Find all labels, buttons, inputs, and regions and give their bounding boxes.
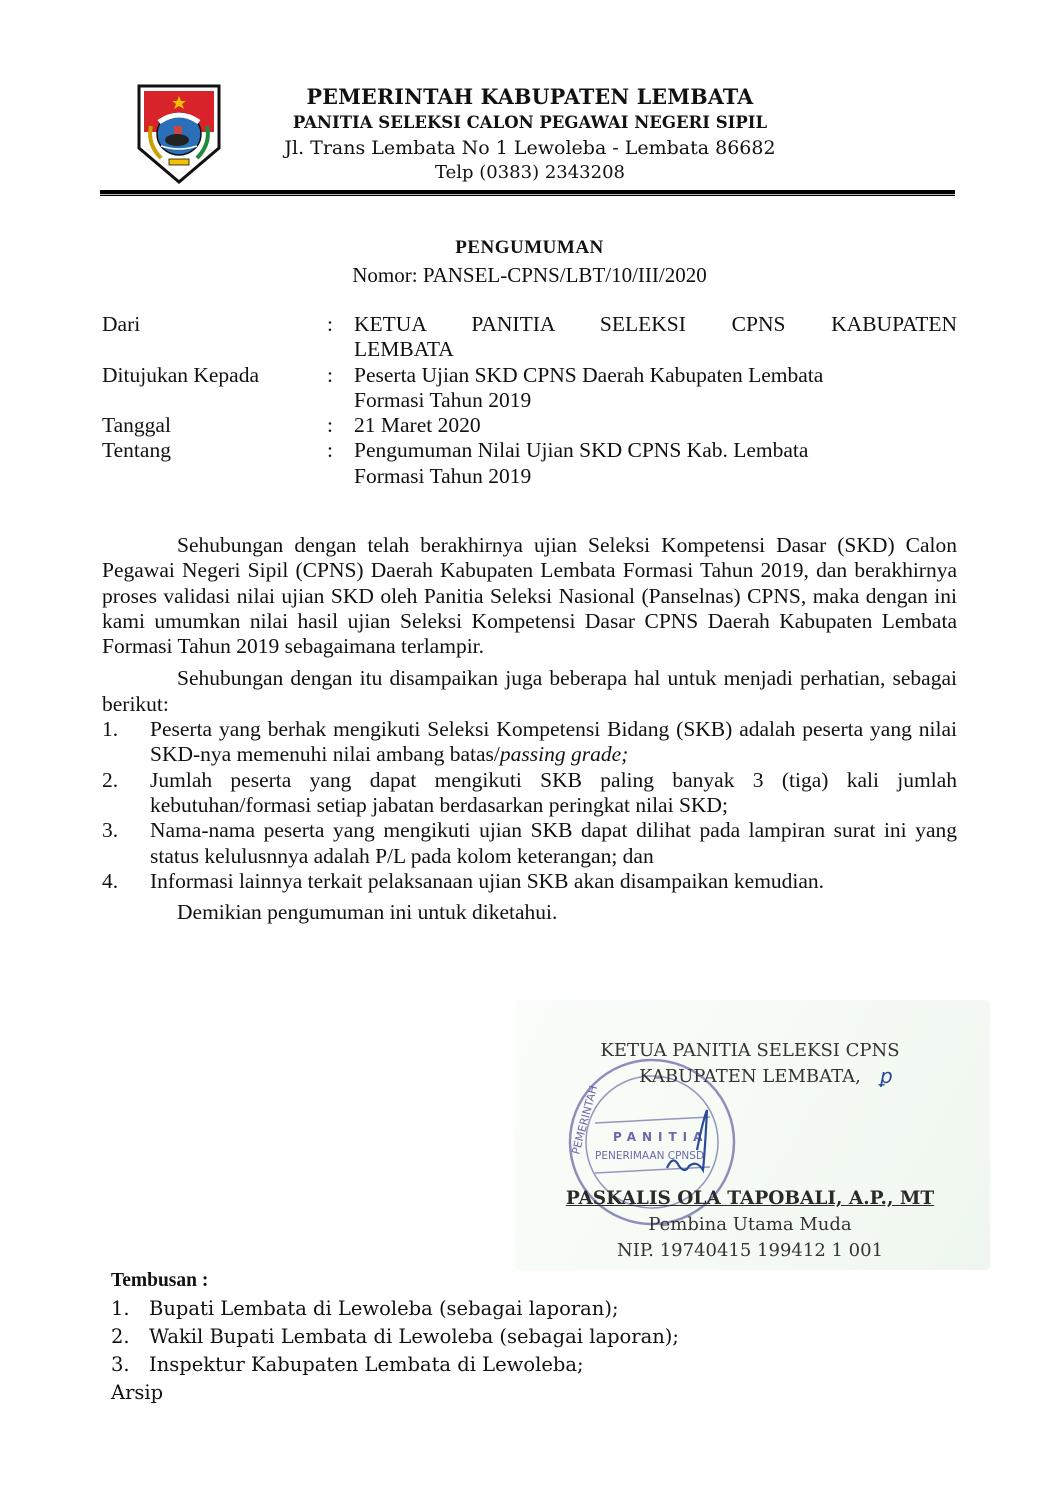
notes-list — [102, 717, 957, 894]
carbon-copy-title: Tembusan : — [111, 1270, 209, 1291]
info-value-line: Pengumuman Nilai Ujian SKD CPNS Kab. Lembata — [354, 438, 809, 463]
list-text-main: Peserta yang berhak mengikuti Seleksi Kompetensi Bidang (SKB) adalah peserta yang nilai SKD-nya memenuhi nilai ambang batas/ — [150, 717, 957, 767]
carbon-copy-list — [111, 1295, 679, 1379]
list-number: 4. — [102, 868, 119, 893]
info-value — [354, 312, 957, 363]
svg-text:PANITIA: PANITIA — [613, 1130, 709, 1144]
letterhead-committee: PANITIA SELEKSI CALON PEGAWAI NEGERI SIPIL — [292, 113, 768, 132]
list-item — [102, 717, 957, 768]
paragraph-intro: Sehubungan dengan telah berakhirnya ujian Seleksi Kompetensi Dasar (SKD) Calon Pegawai Negeri Sipil (CPNS) Daerah Kabupaten Lembata Formasi Tahun 2019, dan berakhirnya proses validasi nilai ujian SKD oleh Panitia Seleksi Nasional (Panselnas) CPNS, maka dengan ini kami umumkan nilai hasil ujian Seleksi Kompetensi Dasar CPNS Daerah Kabupaten Lembata Formasi Tahun 2019 sebagaimana terlampir. — [102, 533, 957, 659]
info-value — [354, 438, 957, 489]
initials-mark: ꝑ — [880, 1064, 893, 1088]
svg-text:PENERIMAAN CPNSD: PENERIMAAN CPNSD — [595, 1150, 705, 1162]
info-value-line: Peserta Ujian SKD CPNS Daerah Kabupaten Lembata — [354, 362, 824, 387]
signatory-position-line2: KABUPATEN LEMBATA, — [639, 1066, 861, 1087]
carbon-copy-item — [111, 1351, 679, 1379]
letterhead-address: Jl. Trans Lembata No 1 Lewoleba - Lembata 86682 — [284, 137, 776, 159]
info-label: Tanggal — [102, 413, 171, 438]
carbon-copy-number: 3. — [111, 1353, 130, 1376]
list-text: Nama-nama peserta yang mengikuti ujian SKB dapat dilihat pada lampiran surat ini yang status kelulusnnya adalah P/L pada kolom keterangan; dan — [150, 818, 957, 868]
closing-sentence: Demikian pengumuman ini untuk diketahui. — [177, 900, 558, 925]
signatory-position-line1: KETUA PANITIA SELEKSI CPNS — [600, 1040, 900, 1061]
signatory-rank: Pembina Utama Muda — [648, 1214, 852, 1235]
info-label: Dari — [102, 312, 141, 336]
info-value — [354, 413, 957, 438]
svg-text:PEMERINTAH: PEMERINTAH — [569, 1084, 601, 1156]
document-number: Nomor: PANSEL-CPNS/LBT/10/III/2020 — [352, 263, 707, 287]
info-row-tanggal — [102, 413, 957, 438]
info-value — [354, 363, 957, 414]
kabupaten-lembata-logo — [133, 82, 225, 186]
info-colon: : — [327, 413, 333, 438]
carbon-copy-text: Wakil Bupati Lembata di Lewoleba (sebagai laporan); — [149, 1325, 679, 1348]
carbon-copy-section — [111, 1267, 679, 1407]
signatory-nip: NIP. 19740415 199412 1 001 — [616, 1240, 884, 1261]
info-colon: : — [327, 362, 333, 387]
info-colon: : — [327, 438, 333, 463]
info-label: Tentang — [102, 438, 171, 463]
info-row-ditujukan — [102, 363, 957, 414]
info-value-line: KETUA PANITIA SELEKSI CPNS KABUPATEN — [354, 312, 957, 336]
list-text: Informasi lainnya terkait pelaksanaan ujian SKB akan disampaikan kemudian. — [150, 868, 825, 893]
info-value-line: Formasi Tahun 2019 — [354, 387, 532, 412]
info-block — [102, 312, 957, 489]
list-number: 3. — [102, 818, 119, 843]
list-item — [102, 768, 957, 819]
list-text-italic: passing grade; — [499, 742, 629, 767]
carbon-copy-item — [111, 1323, 679, 1351]
list-item — [102, 869, 957, 894]
info-value-line: Formasi Tahun 2019 — [354, 463, 532, 488]
paragraph-notes-intro: Sehubungan dengan itu disampaikan juga beberapa hal untuk menjadi perhatian, sebagai berikut: — [102, 666, 957, 716]
list-number: 1. — [102, 717, 119, 742]
announcement-body — [102, 533, 957, 925]
carbon-copy-number: 1. — [111, 1297, 130, 1320]
archive-label: Arsip — [111, 1381, 164, 1404]
info-value-line: LEMBATA — [354, 337, 454, 362]
letterhead-divider — [100, 190, 955, 196]
info-row-tentang — [102, 438, 957, 489]
list-number: 2. — [102, 767, 119, 792]
info-colon: : — [327, 312, 333, 336]
info-value-line: 21 Maret 2020 — [354, 413, 481, 438]
letterhead-phone: Telp (0383) 2343208 — [434, 162, 625, 183]
carbon-copy-number: 2. — [111, 1325, 130, 1348]
letterhead-government: PEMERINTAH KABUPATEN LEMBATA — [306, 84, 754, 109]
carbon-copy-item — [111, 1295, 679, 1323]
carbon-copy-text: Inspektur Kabupaten Lembata di Lewoleba; — [149, 1353, 584, 1376]
list-text — [150, 717, 957, 768]
carbon-copy-text: Bupati Lembata di Lewoleba (sebagai laporan); — [149, 1297, 619, 1320]
document-title: PENGUMUMAN — [455, 237, 604, 258]
signatory-name: PASKALIS OLA TAPOBALI, A.P., MT — [565, 1188, 935, 1209]
info-row-dari — [102, 312, 957, 363]
info-label: Ditujukan Kepada — [102, 362, 260, 387]
list-item — [102, 818, 957, 869]
list-text: Jumlah peserta yang dapat mengikuti SKB paling banyak 3 (tiga) kali jumlah kebutuhan/formasi setiap jabatan berdasarkan peringkat nilai SKD; — [150, 767, 957, 817]
